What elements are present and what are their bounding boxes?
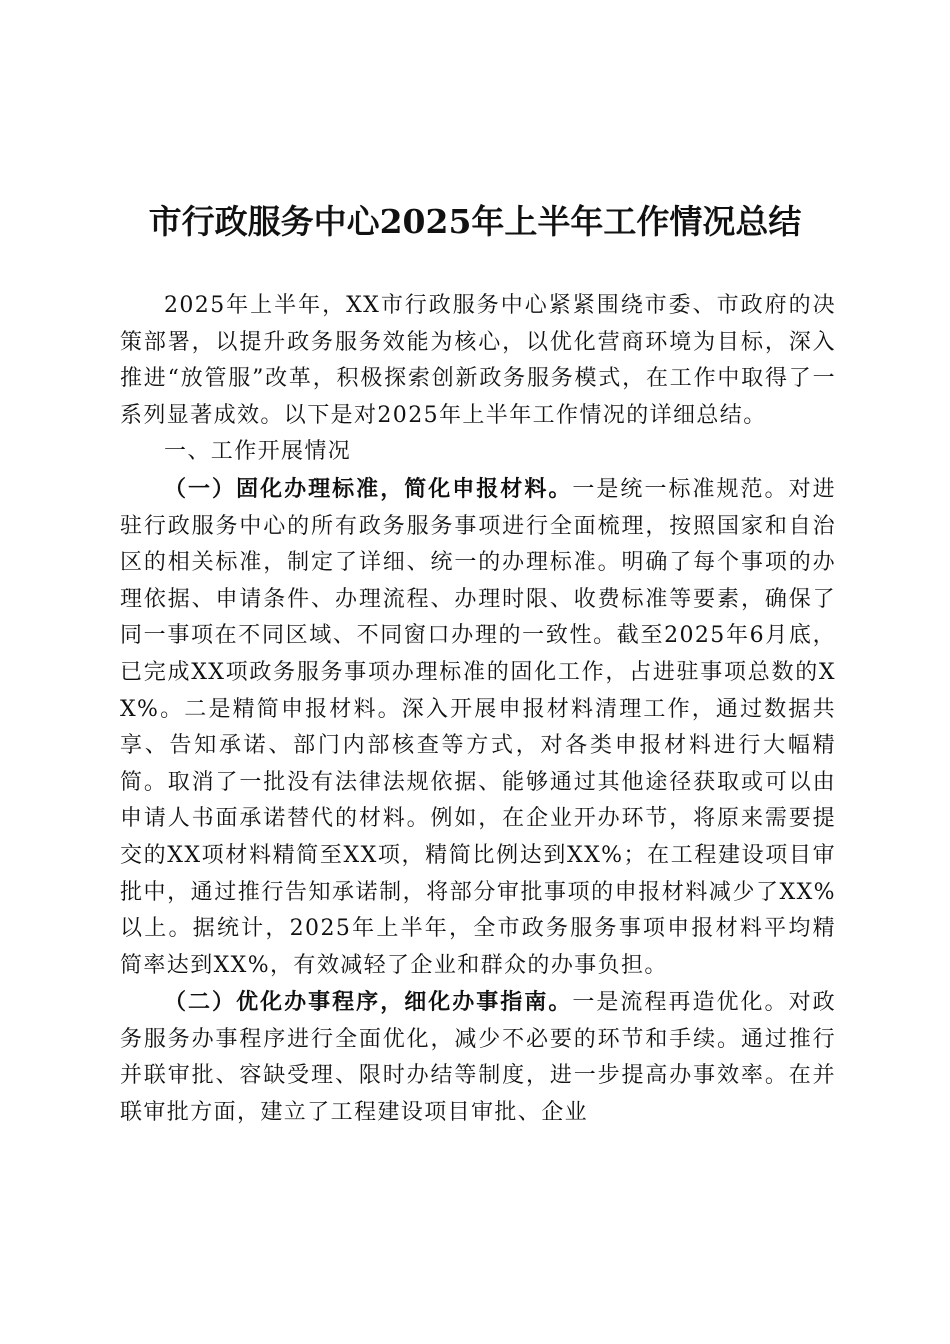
intro-paragraph: 2025年上半年，XX市行政服务中心紧紧围绕市委、市政府的决策部署，以提升政务服务效能为核心，以优化营商环境为目标，深入推进“放管服”改革，积极探索创新政务服务模式，在工作中取得了一系列显著成效。以下是对2025年上半年工作情况的详细总结。 [120, 293, 836, 428]
subsection-2-paragraph [120, 984, 836, 1131]
subsection-2-text: 一是流程再造优化。对政务服务办事程序进行全面优化，减少不必要的环节和手续。通过推行并联审批、容缺受理、限时办结等制度，进一步提高办事效率。在并联审批方面，建立了工程建设项目审批、企业 [120, 990, 836, 1126]
subsection-1-text: 一是统一标准规范。对进驻行政服务中心的所有政务服务事项进行全面梳理，按照国家和自治区的相关标准，制定了详细、统一的办理标准。明确了每个事项的办理依据、申请条件、办理流程、办理时限、收费标准等要素，确保了同一事项在不同区域、不同窗口办理的一致性。截至2025年6月底，已完成XX项政务服务事项办理标准的固化工作，占进驻事项总数的XX%。二是精简申报材料。深入开展申报材料清理工作，通过数据共享、告知承诺、部门内部核查等方式，对各类申报材料进行大幅精简。取消了一批没有法律法规依据、能够通过其他途径获取或可以由申请人书面承诺替代的材料。例如，在企业开办环节，将原来需要提交的XX项材料精简至XX项，精简比例达到XX%；在工程建设项目审批中，通过推行告知承诺制，将部分审批事项的申报材料减少了XX%以上。据统计，2025年上半年，全市政务服务事项申报材料平均精简率达到XX%，有效减轻了企业和群众的办事负担。 [120, 476, 836, 978]
subsection-1-lead: （一）固化办理标准，简化申报材料。 [164, 475, 573, 502]
document-title: 市行政服务中心2025年上半年工作情况总结 [148, 202, 802, 241]
document-body [120, 288, 836, 1132]
subsection-1-paragraph [120, 471, 836, 984]
subsection-2-lead: （二）优化办事程序，细化办事指南。 [164, 989, 573, 1016]
section-heading: 一、工作开展情况 [164, 439, 352, 465]
